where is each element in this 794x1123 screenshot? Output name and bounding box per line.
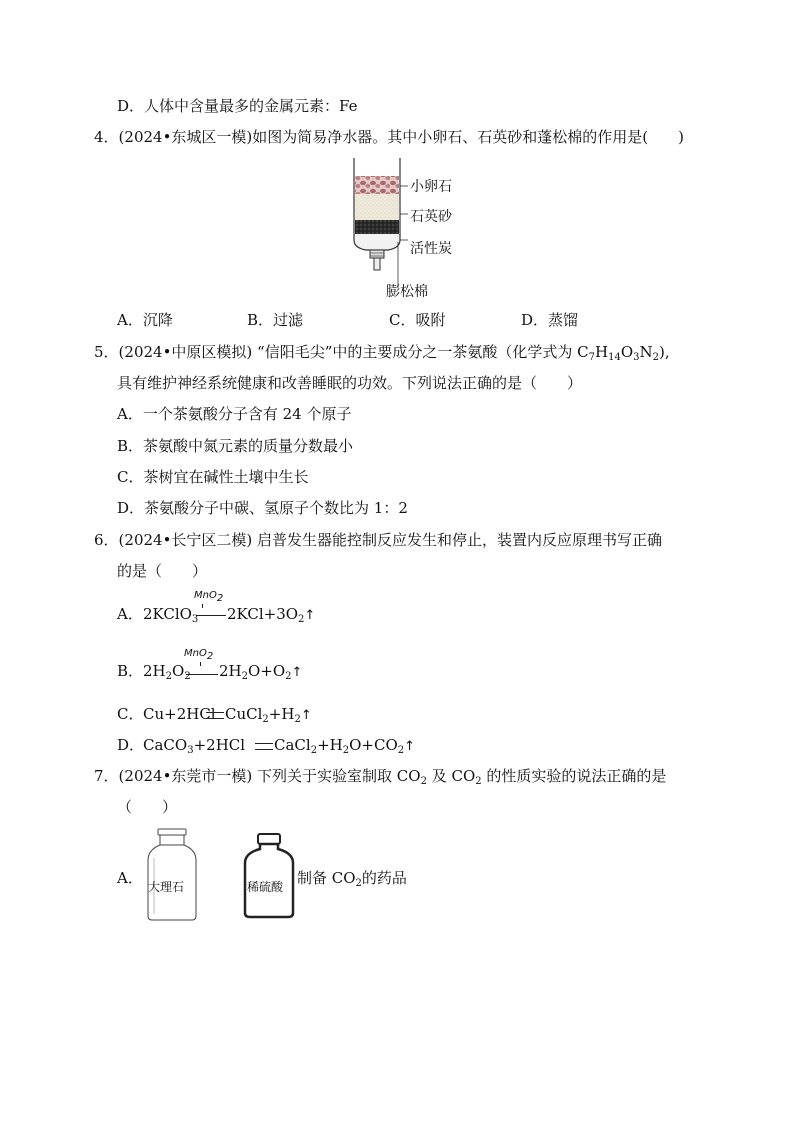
- bottle-label-acid: 稀硫酸: [247, 880, 284, 894]
- q4-option-b: B．过滤: [247, 311, 304, 329]
- label-sand: 石英砂: [410, 209, 452, 225]
- q6-b-tick: [200, 662, 201, 666]
- q7-option-a-text: 制备 $CO_2$的药品: [297, 869, 407, 889]
- q6-a-tick: [202, 604, 203, 608]
- q6-option-a-rhs: $2KCl+3O_2↑$: [227, 605, 316, 625]
- q6-option-d-label: D．: [117, 736, 145, 754]
- q6-c-equals: [206, 712, 224, 719]
- label-carbon: 活性炭: [410, 241, 452, 257]
- q4-option-a: A．沉降: [117, 311, 173, 329]
- q6-option-b-lhs: $2H_2O_2$: [143, 662, 191, 682]
- acid-bottle-icon: [242, 833, 296, 919]
- pebble-layer: [355, 176, 399, 194]
- q6-stem-line2: 的是（ ）: [117, 562, 208, 580]
- q6-option-c-lhs: Cu+2HCl: [143, 705, 216, 723]
- q6-option-d-rhs: $CaCl_2+H_2O+CO_2↑$: [274, 736, 416, 756]
- q7-stem-line2: （ ）: [117, 798, 178, 816]
- q6-option-c-label: C．: [117, 705, 144, 723]
- q4-stem: 4．(2024•东城区一模)如图为简易净水器。其中小卵石、石英砂和蓬松棉的作用是( ): [94, 128, 684, 146]
- q6-a-catalyst: MnO$_2$: [194, 590, 224, 604]
- q7-option-a-label: A．: [117, 869, 143, 887]
- bottle-label-marble: 大理石: [148, 880, 185, 894]
- q6-option-b-label: B．: [117, 662, 144, 680]
- q4-option-d: D．蒸馏: [521, 311, 579, 329]
- q5-option-a: A．一个茶氨酸分子含有 24 个原子: [117, 405, 352, 423]
- sand-layer: [355, 194, 399, 220]
- q6-option-c-rhs: $CuCl_2+H_2↑$: [225, 705, 312, 725]
- q5-option-c: C．茶树宜在碱性土壤中生长: [117, 468, 309, 486]
- q6-option-a-lhs: 2KClO$_3$: [143, 605, 199, 625]
- label-pebbles: 小卵石: [410, 179, 452, 195]
- q3-option-d: D．人体中含量最多的金属元素：Fe: [117, 97, 358, 115]
- q4-option-c: C．吸附: [389, 311, 446, 329]
- q5-option-d: D．茶氨酸分子中碳、氢原子个数比为 1：2: [117, 499, 408, 517]
- q7-stem-line1: 7．(2024•东莞市一模) 下列关于实验室制取 $CO_2$ 及 $CO_2$ 的性质实验的说法正确的是: [94, 767, 667, 787]
- q6-stem-line1: 6．(2024•长宁区二模) 启普发生器能控制反应发生和停止，装置内反应原理书写正确: [94, 531, 663, 549]
- carbon-layer: [355, 220, 399, 234]
- q5-option-b: B．茶氨酸中氮元素的质量分数最小: [117, 437, 354, 455]
- q5-stem-line1: 5．(2024•中原区模拟) “信阳毛尖”中的主要成分之一茶氨酸（化学式为 $C_7H_{14}O_3N_2$),: [94, 343, 670, 363]
- q6-d-equals: [255, 743, 273, 750]
- q6-option-a-label: A．: [117, 605, 143, 623]
- q6-b-condition-bar: [186, 674, 218, 675]
- q6-option-d-lhs: CaCO$_3$+2HCl: [143, 736, 246, 756]
- q6-b-catalyst: MnO$_2$: [184, 648, 214, 662]
- marble-bottle-icon: [146, 828, 198, 922]
- q5-stem-line2: 具有维护神经系统健康和改善睡眠的功效。下列说法正确的是（ ）: [117, 374, 583, 392]
- q6-a-condition-bar: [196, 615, 226, 616]
- q6-option-b-rhs: $2H_2O+O_2↑$: [219, 662, 303, 682]
- water-purifier-diagram: [340, 156, 420, 296]
- label-cotton: 膨松棉: [386, 284, 428, 300]
